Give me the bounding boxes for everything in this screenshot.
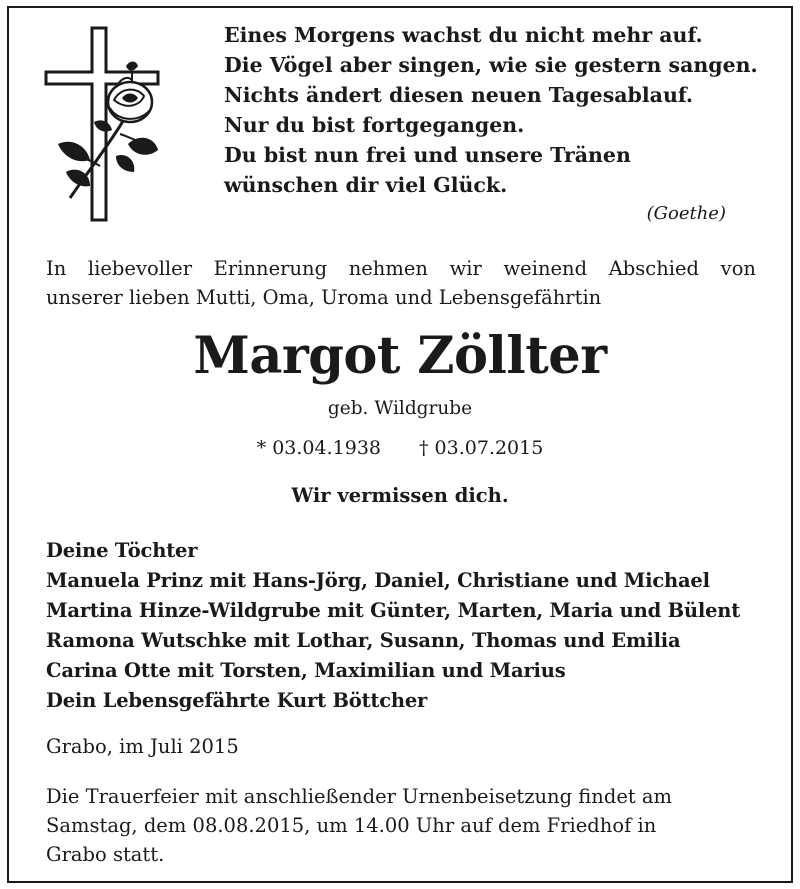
poem-line: Du bist nun frei und unsere Tränen: [224, 143, 631, 167]
poem-author: (Goethe): [646, 203, 726, 224]
birth-date: * 03.04.1938: [256, 437, 381, 459]
intro-line: unserer lieben Mutti, Oma, Uroma und Lebensgefährtin: [46, 286, 602, 309]
mourner-line: Manuela Prinz mit Hans-Jörg, Daniel, Christiane und Michael: [46, 569, 710, 592]
ceremony-notice: [46, 782, 736, 869]
poem-line: Die Vögel aber singen, wie sie gestern sangen.: [224, 53, 758, 77]
life-dates: [0, 437, 800, 459]
mourner-line: Dein Lebensgefährte Kurt Böttcher: [46, 689, 428, 712]
poem-line: Nur du bist fortgegangen.: [224, 113, 525, 137]
ceremony-line: Die Trauerfeier mit anschließender Urnenbeisetzung findet am: [46, 785, 673, 808]
mourners-list: [46, 536, 740, 716]
ceremony-line: Grabo statt.: [46, 843, 165, 866]
birth-name: geb. Wildgrube: [327, 398, 473, 419]
mourner-line: Deine Töchter: [46, 539, 198, 562]
place-date: Grabo, im Juli 2015: [46, 735, 239, 758]
poem-line: wünschen dir viel Glück.: [224, 173, 508, 197]
mourner-line: Ramona Wutschke mit Lothar, Susann, Thomas und Emilia: [46, 629, 681, 652]
poem: [224, 20, 758, 200]
death-date: † 03.07.2015: [419, 437, 544, 459]
poem-line: Nichts ändert diesen neuen Tagesablauf.: [224, 83, 694, 107]
farewell-message: Wir vermissen dich.: [291, 484, 509, 507]
mourner-line: Carina Otte mit Torsten, Maximilian und Marius: [46, 659, 566, 682]
ceremony-line: Samstag, dem 08.08.2015, um 14.00 Uhr auf dem Friedhof in: [46, 814, 657, 837]
mourner-line: Martina Hinze-Wildgrube mit Günter, Marten, Maria und Bülent: [46, 599, 741, 622]
deceased-name: Margot Zöllter: [193, 326, 607, 386]
cross-with-rose-icon: [40, 26, 165, 224]
poem-line: Eines Morgens wachst du nicht mehr auf.: [224, 23, 703, 47]
intro-line: In liebevoller Erinnerung nehmen wir weinend Abschied von: [46, 257, 756, 280]
intro-text: [46, 254, 756, 312]
